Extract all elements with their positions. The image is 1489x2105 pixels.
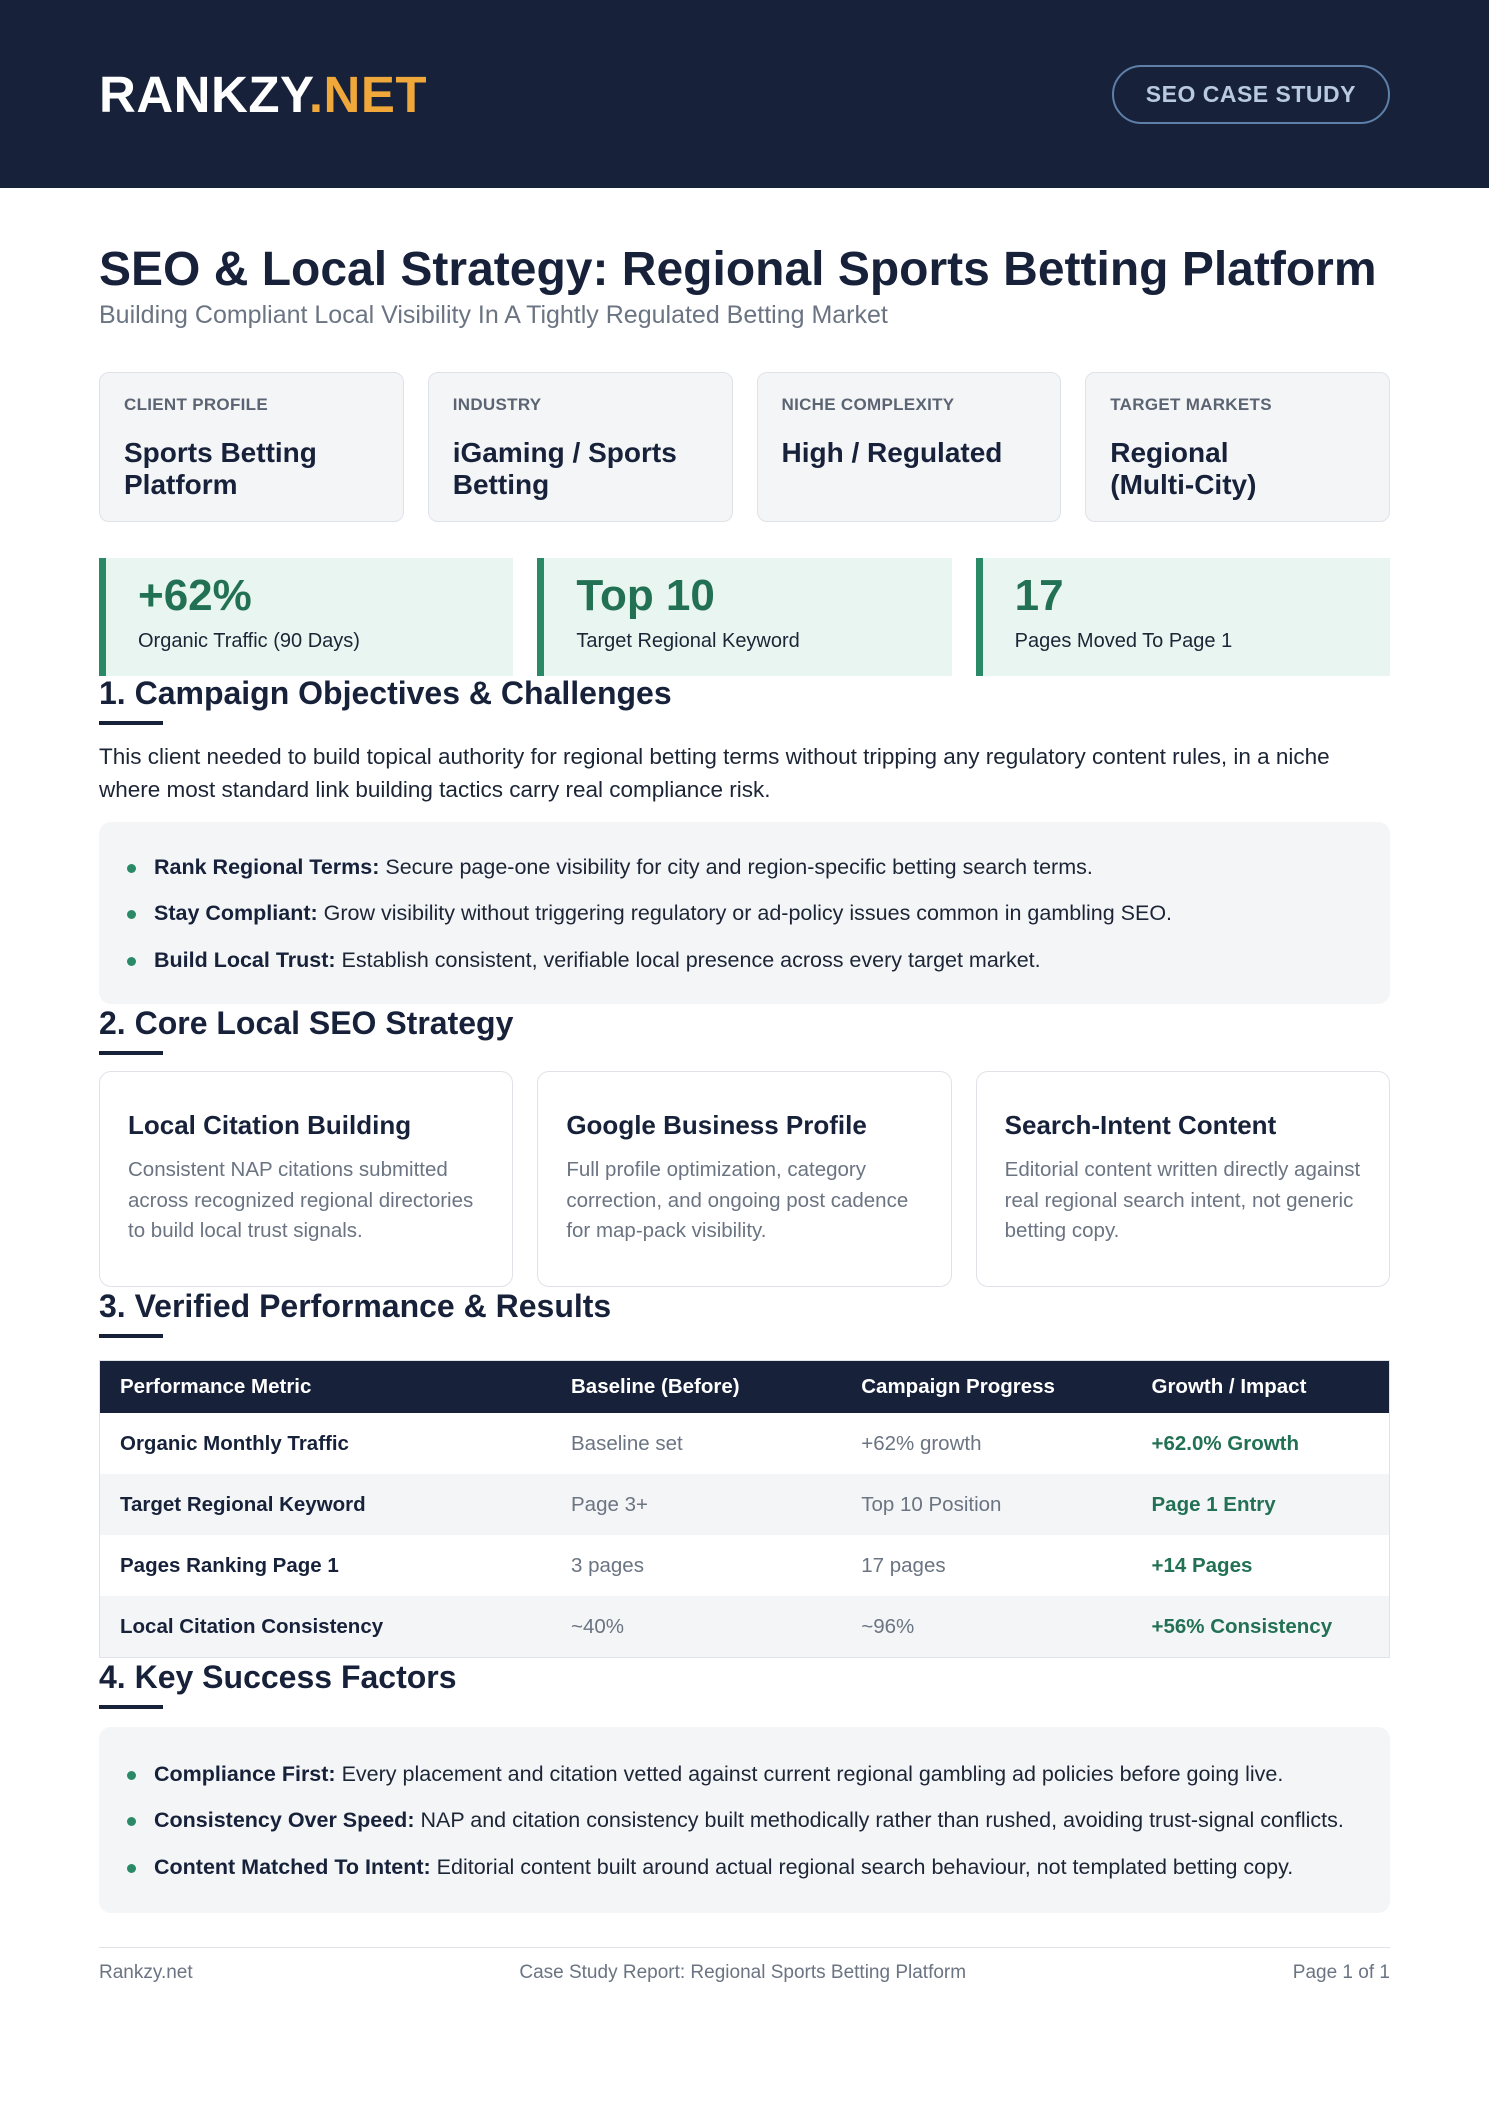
column-header: Growth / Impact — [1132, 1361, 1390, 1414]
profile-card-client — [99, 372, 404, 522]
list-item — [127, 898, 1362, 929]
table-row — [100, 1535, 1390, 1596]
profile-value: Sports Betting Platform — [124, 436, 317, 500]
case-study-badge: SEO CASE STUDY — [1112, 65, 1390, 124]
bullet-title: Consistency Over Speed: — [154, 1808, 415, 1833]
footer-site: Rankzy.net — [99, 1961, 193, 1983]
footer-report-title: Case Study Report: Regional Sports Betting Platform — [519, 1961, 967, 1983]
section-success-factors — [99, 1660, 1390, 1709]
profile-card-industry — [428, 372, 733, 522]
section-intro: This client needed to build topical authority for regional betting terms without tripping any regulatory content rules, in a niche where most standard link building tactics carry real compliance risk. — [99, 743, 1330, 802]
strategy-desc: Full profile optimization, category correction, and ongoing post cadence for map-pack visibility. — [566, 1157, 909, 1243]
bullet-title: Content Matched To Intent: — [154, 1854, 431, 1879]
strategy-cards — [99, 1071, 1390, 1287]
column-header: Baseline (Before) — [551, 1361, 841, 1414]
report-content — [0, 244, 1489, 1984]
stat-label: Target Regional Keyword — [576, 630, 800, 653]
profile-card-niche — [757, 372, 1062, 522]
list-item — [127, 945, 1362, 976]
table-cell: Page 3+ — [551, 1474, 841, 1535]
page-footer — [99, 1947, 1390, 1984]
table-cell: Target Regional Keyword — [100, 1474, 552, 1535]
table-cell: 17 pages — [861, 1553, 946, 1577]
bullet-title: Stay Compliant: — [154, 901, 318, 926]
bullet-title: Build Local Trust: — [154, 947, 336, 972]
stat-value: +62% — [138, 570, 252, 620]
objectives-list — [99, 822, 1390, 1004]
list-item — [127, 1852, 1362, 1883]
table-row — [100, 1413, 1390, 1474]
bullet-title: Compliance First: — [154, 1762, 336, 1787]
section-heading: 1. Campaign Objectives & Challenges — [99, 674, 672, 711]
profile-value: Regional (Multi-City) — [1110, 436, 1257, 500]
page-subtitle: Building Compliant Local Visibility In A Tightly Regulated Betting Market — [99, 300, 888, 329]
section-objectives — [99, 676, 1390, 725]
table-row — [100, 1474, 1390, 1535]
column-header: Performance Metric — [100, 1361, 552, 1414]
section-heading: 2. Core Local SEO Strategy — [99, 1004, 514, 1041]
stat-pages — [976, 558, 1390, 676]
profile-value: iGaming / Sports Betting — [452, 436, 677, 500]
key-stats — [99, 558, 1390, 676]
table-cell: +56% Consistency — [1132, 1596, 1390, 1658]
profile-label: TARGET MARKETS — [1110, 394, 1272, 414]
table-cell: ~40% — [551, 1596, 841, 1658]
list-item — [127, 852, 1362, 883]
stat-label: Pages Moved To Page 1 — [1014, 630, 1233, 653]
profile-label: CLIENT PROFILE — [124, 394, 268, 414]
strategy-title: Search-Intent Content — [1004, 1109, 1277, 1140]
bullet-text: Every placement and citation vetted against current regional gambling ad policies before going live. — [335, 1762, 1284, 1787]
stat-value: Top 10 — [576, 570, 715, 620]
profile-cards — [99, 372, 1390, 522]
footer-page-number: Page 1 of 1 — [1292, 1961, 1390, 1983]
list-item — [127, 1805, 1362, 1836]
strategy-desc: Consistent NAP citations submitted across recognized regional directories to build local trust signals. — [128, 1157, 474, 1243]
bullet-text: Editorial content built around actual regional search behaviour, not templated betting copy. — [430, 1854, 1294, 1879]
table-cell: 3 pages — [571, 1553, 644, 1577]
section-heading: 4. Key Success Factors — [99, 1659, 457, 1696]
bullet-title: Rank Regional Terms: — [154, 855, 380, 880]
stat-keyword — [537, 558, 951, 676]
section-strategy — [99, 1006, 1390, 1055]
bullet-text: Establish consistent, verifiable local presence across every target market. — [335, 947, 1041, 972]
table-cell: +62% growth — [861, 1431, 982, 1455]
results-table — [99, 1360, 1390, 1658]
stat-value: 17 — [1014, 570, 1064, 620]
page-title: SEO & Local Strategy: Regional Sports Betting Platform — [99, 243, 1377, 296]
profile-label: INDUSTRY — [452, 394, 542, 414]
table-cell: Pages Ranking Page 1 — [120, 1553, 339, 1577]
table-cell: ~96% — [841, 1596, 1131, 1658]
bullet-text: Secure page-one visibility for city and region-specific betting search terms. — [379, 855, 1093, 880]
profile-card-markets — [1085, 372, 1390, 522]
strategy-title: Google Business Profile — [566, 1109, 867, 1140]
section-heading: 3. Verified Performance & Results — [99, 1287, 612, 1324]
table-cell: +62.0% Growth — [1151, 1431, 1300, 1455]
table-cell: Baseline set — [571, 1431, 683, 1455]
table-cell: Page 1 Entry — [1132, 1474, 1390, 1535]
strategy-card-content — [976, 1071, 1390, 1287]
table-cell: +14 Pages — [1151, 1553, 1253, 1577]
bullet-text: Grow visibility without triggering regulatory or ad-policy issues common in gambling SEO. — [317, 901, 1173, 926]
section-results — [99, 1289, 1390, 1338]
brand-logo[interactable] — [99, 65, 427, 124]
bullet-text: NAP and citation consistency built methodically rather than rushed, avoiding trust-signal conflicts. — [414, 1808, 1344, 1833]
strategy-card-gbp — [537, 1071, 951, 1287]
table-cell: Top 10 Position — [841, 1474, 1131, 1535]
table-header-row — [100, 1361, 1390, 1414]
profile-label: NICHE COMPLEXITY — [781, 394, 955, 414]
table-row — [100, 1596, 1390, 1658]
logo-main: RANKZY — [99, 65, 309, 123]
column-header: Campaign Progress — [841, 1361, 1131, 1414]
list-item — [127, 1759, 1362, 1790]
strategy-desc: Editorial content written directly against real regional search intent, not generic betting copy. — [1004, 1157, 1361, 1243]
stat-label: Organic Traffic (90 Days) — [138, 630, 360, 653]
table-cell: Local Citation Consistency — [100, 1596, 552, 1658]
logo-accent: .NET — [308, 65, 428, 123]
strategy-card-citations — [99, 1071, 513, 1287]
success-factors-list — [99, 1727, 1390, 1913]
strategy-title: Local Citation Building — [128, 1109, 412, 1140]
profile-value: High / Regulated — [781, 436, 1003, 468]
page-header — [0, 0, 1489, 188]
stat-traffic — [99, 558, 513, 676]
table-cell: Organic Monthly Traffic — [120, 1431, 349, 1455]
